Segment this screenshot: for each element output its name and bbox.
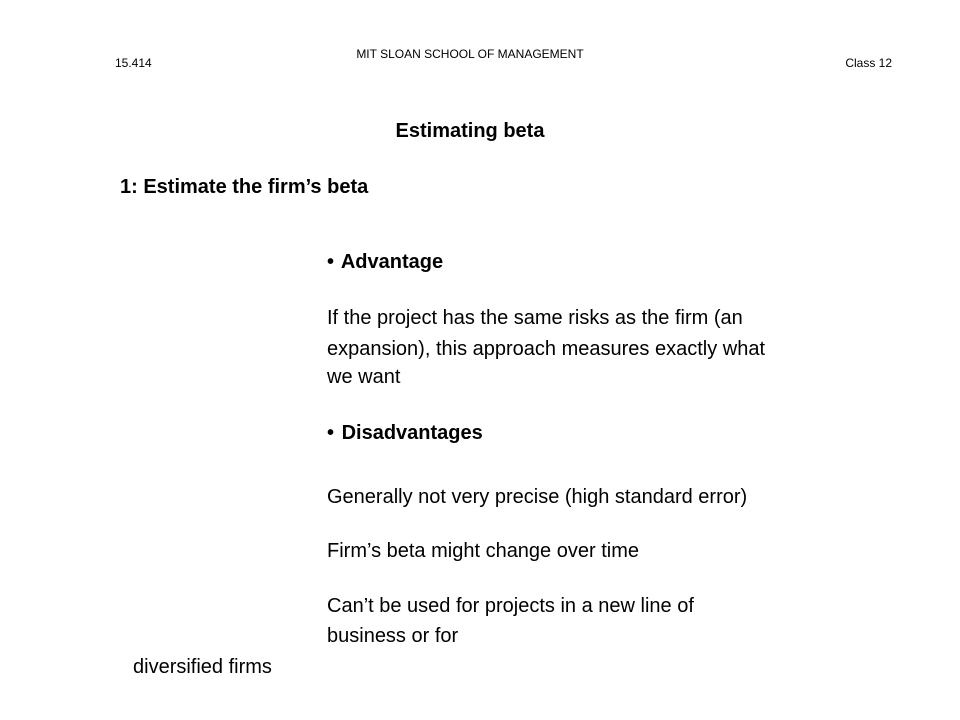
course-number: 15.414 [115, 56, 152, 70]
disadvantage-point-3-line-3: diversified firms [133, 656, 272, 678]
disadvantage-point-2: Firm’s beta might change over time [327, 540, 639, 562]
advantage-text-line-2: expansion), this approach measures exactly what [327, 338, 766, 360]
disadvantage-point-3-line-2: business or for [327, 625, 459, 647]
class-number: Class 12 [845, 56, 892, 70]
advantage-heading-label: Advantage [340, 251, 444, 273]
advantage-heading [327, 249, 443, 275]
advantage-text-line-3: we want [327, 366, 401, 388]
bullet-icon: • [327, 422, 335, 444]
school-name: MIT SLOAN SCHOOL OF MANAGEMENT [356, 47, 584, 61]
disadvantage-point-3-line-1: Can’t be used for projects in a new line of [327, 595, 694, 617]
disadvantages-heading-label: Disadvantages [341, 422, 483, 444]
slide-subtitle: 1: Estimate the firm’s beta [120, 176, 369, 198]
slide-title: Estimating beta [395, 120, 545, 142]
disadvantage-point-1: Generally not very precise (high standard error) [327, 486, 748, 508]
disadvantages-heading [327, 420, 483, 446]
advantage-text-line-1: If the project has the same risks as the firm (an [327, 307, 743, 329]
bullet-icon: • [327, 251, 335, 273]
